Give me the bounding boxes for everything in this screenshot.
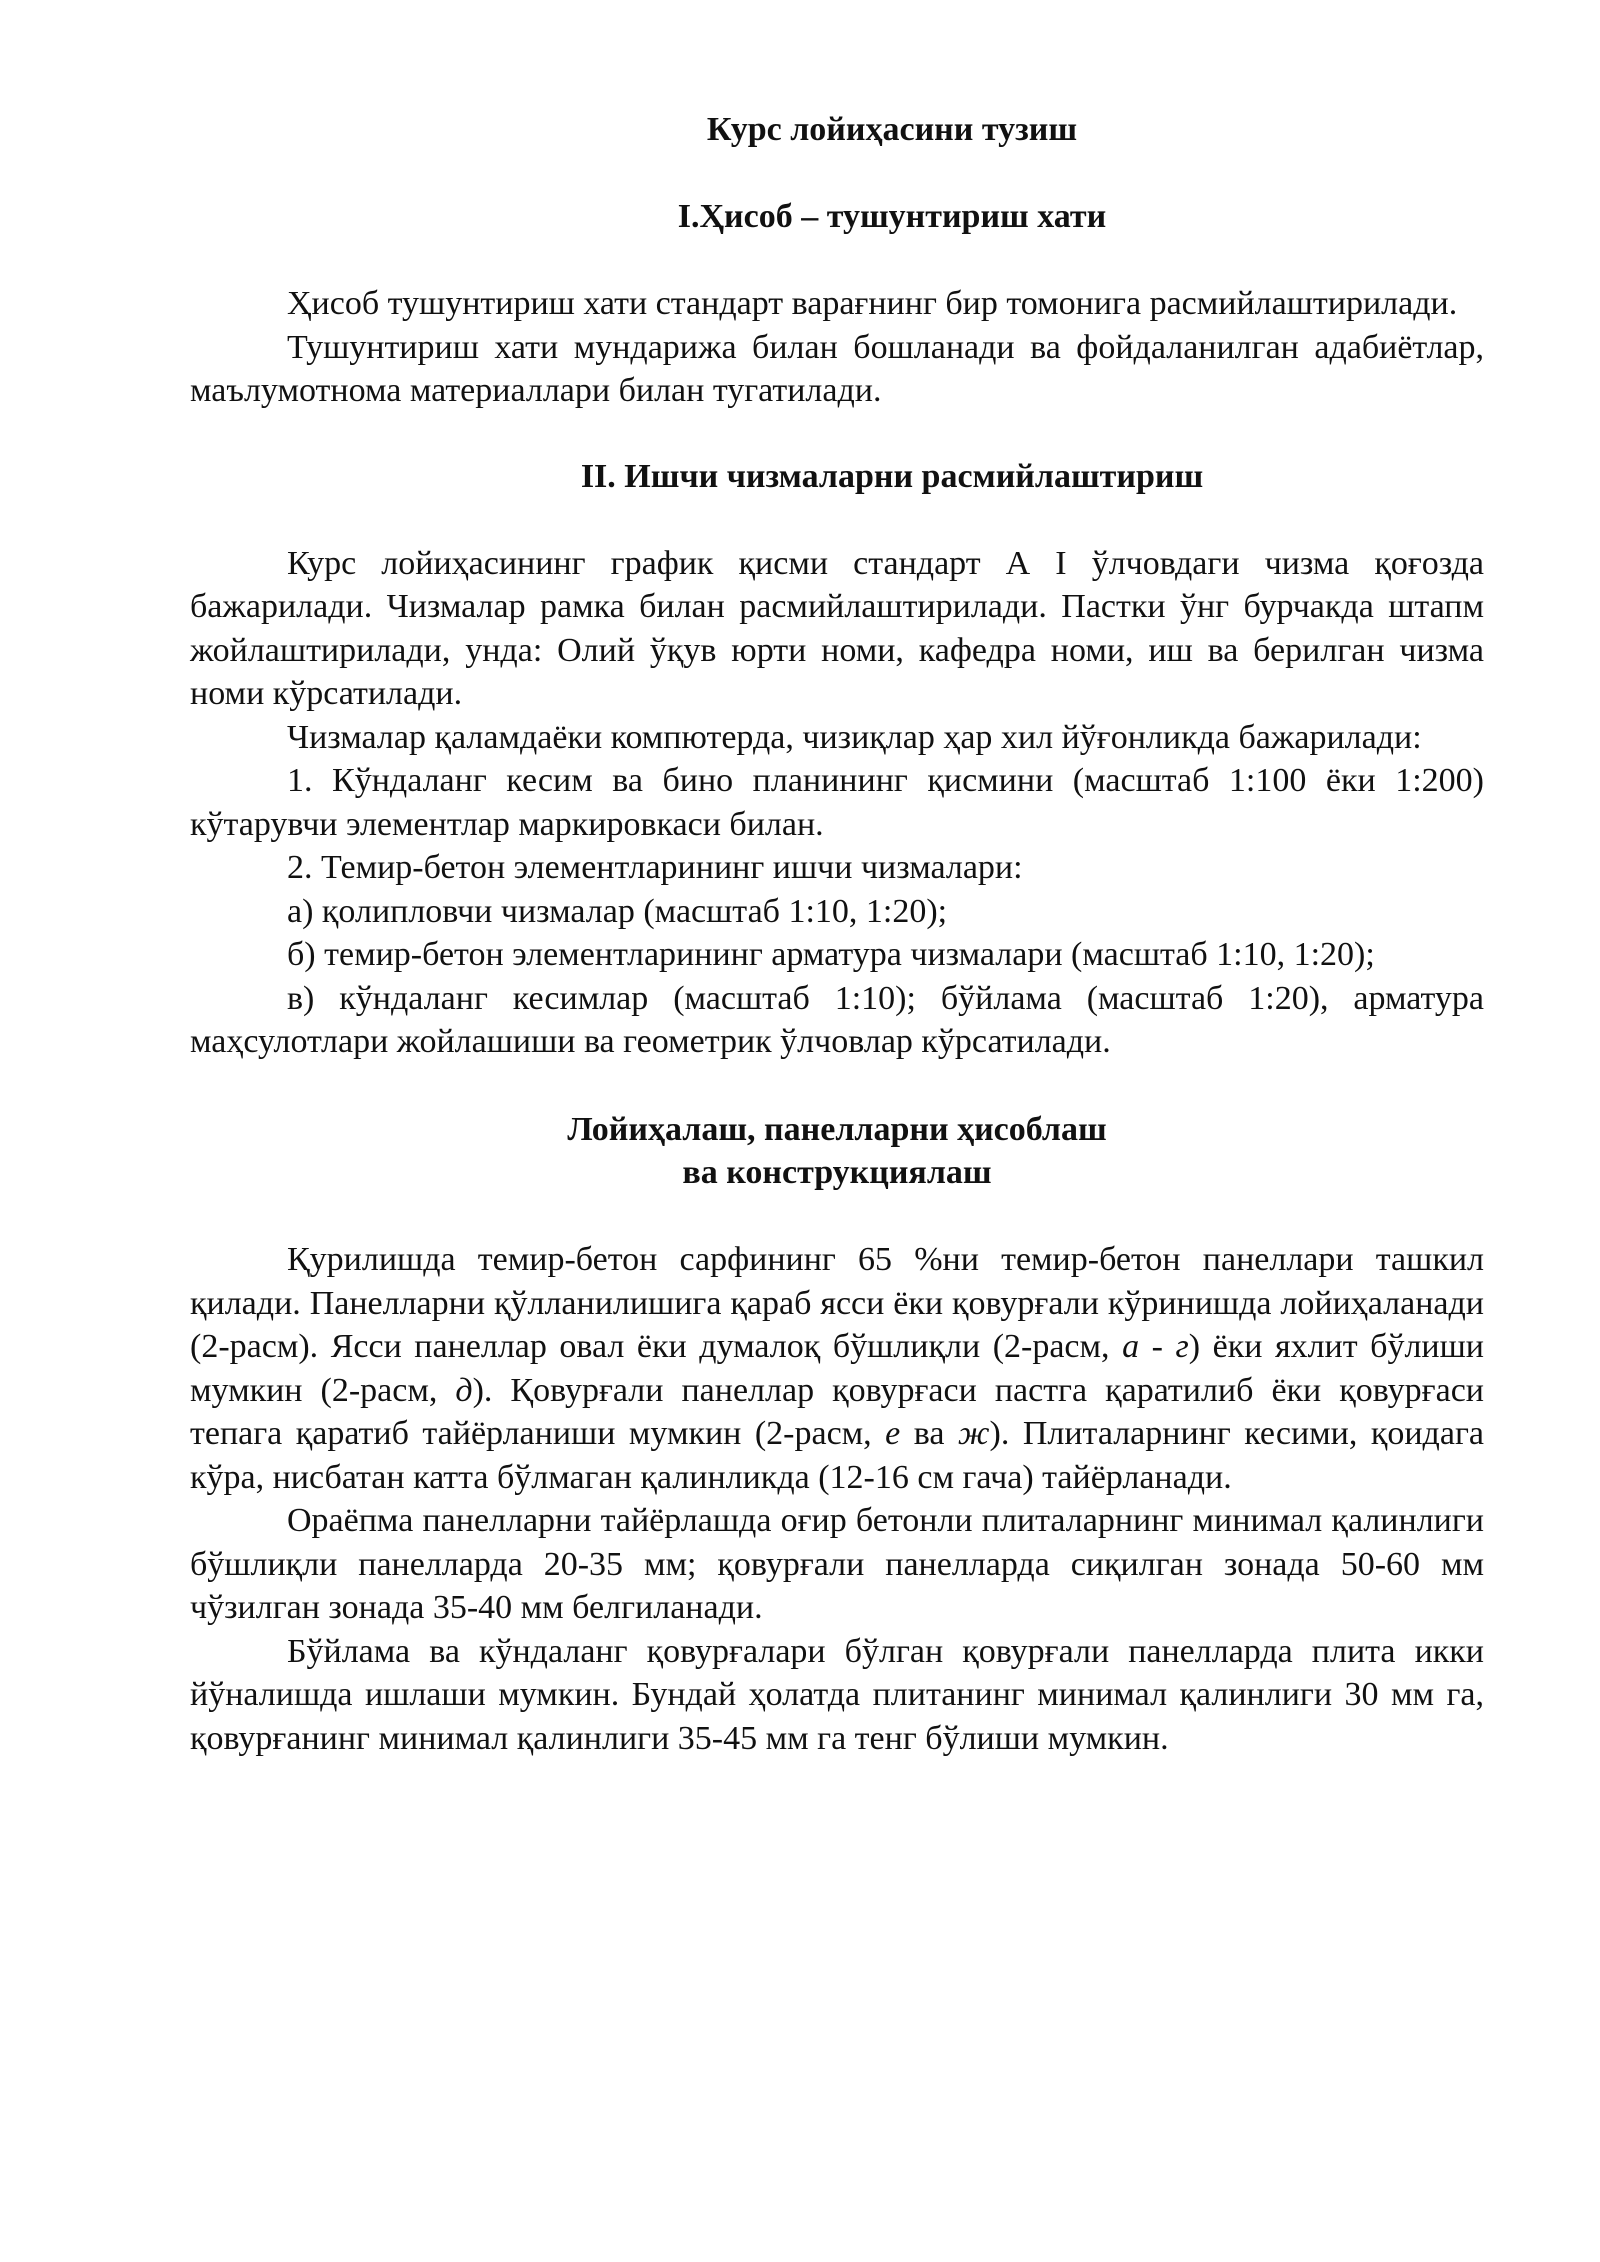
section3-paragraph-1-italic-2: д <box>455 1371 473 1409</box>
section3-heading-line-1: Лойиҳалаш, панелларни ҳисоблаш <box>567 1110 1107 1148</box>
section3-heading-line-2: ва конструкциялаш <box>682 1154 992 1191</box>
document-title: Курс лойиҳасини тузиш <box>706 111 1078 148</box>
section3-paragraph-1-text-a: Қурилишда темир-бетон сарфининг 65 %ни темир-бетон панеллари ташкил қилади. Панелларни қўлланилишига қараб ясси ёки қовурғали кўринишда лойиҳаланади (2-расм). Ясси панеллар овал ёки думалоқ бўшлиқли (2-расм, <box>190 1241 1484 1365</box>
section2-list-item-2: 2. Темир-бетон элементларининг ишчи чизмалари: <box>287 849 1023 886</box>
section3-paragraph-1-text-b: ) ёки яхлит бўлиши мумкин (2-расм, <box>190 1328 1484 1409</box>
section3-paragraph-1 <box>190 1238 1484 1499</box>
section3-paragraph-3: Бўйлама ва кўндаланг қовурғалари бўлган қовурғали панелларда плита икки йўналишда ишлаши мумкин. Бундай ҳолатда плитанинг минимал қалинлиги 30 мм га, қовурғанинг минимал қалинлиги 35-45 мм га тенг бўлиши мумкин. <box>190 1632 1484 1757</box>
section2-list-item-1: 1. Кўндаланг кесим ва бино планининг қисмини (масштаб 1:100 ёки 1:200) кўтарувчи элементлар маркировкаси билан. <box>190 762 1484 843</box>
document-page <box>190 108 1484 1760</box>
section3-paragraph-2: Ораёпма панелларни тайёрлашда оғир бетонли плиталарнинг минимал қалинлиги бўшлиқли панелларда 20-35 мм; қовурғали панелларда сиқилган зонада 50-60 мм чўзилган зонада 35-40 мм белгиланади. <box>190 1502 1484 1626</box>
section3-paragraph-1-text-c: ). Қовурғали панеллар қовурғаси пастга қаратилиб ёки қовурғаси тепага қаратиб тайёрланиши мумкин (2-расм, <box>190 1371 1484 1452</box>
section2-paragraph-2: Чизмалар қаламдаёки компютерда, чизиқлар ҳар хил йўғонликда бажарилади: <box>287 718 1422 756</box>
section2-list-item-2b: б) темир-бетон элементларининг арматура чизмалари (масштаб 1:10, 1:20); <box>287 936 1375 973</box>
section1-heading: I.Ҳисоб – тушунтириш хати <box>677 198 1107 235</box>
section2-heading: II. Ишчи чизмаларни расмийлаштириш <box>580 457 1204 495</box>
section3-paragraph-1-text-d: ва <box>900 1415 958 1452</box>
section1-paragraph-1: Ҳисоб тушунтириш хати стандарт варағнинг бир томонига расмийлаштирилади. <box>287 285 1458 322</box>
section3-paragraph-1-italic-1: а - г <box>1122 1328 1189 1365</box>
section2-list-item-2a: а) қолипловчи чизмалар (масштаб 1:10, 1:20); <box>287 892 948 930</box>
section3-paragraph-1-italic-3: е <box>885 1415 901 1452</box>
section3-paragraph-1-text-e: ). Плиталарнинг кесими, қоидага кўра, нисбатан катта бўлмаган қалинликда (12-16 см гача) тайёрланади. <box>190 1415 1484 1496</box>
section3-paragraph-1-italic-4: ж <box>957 1415 990 1452</box>
section1-paragraph-2: Тушунтириш хати мундарижа билан бошланади ва фойдаланилган адабиётлар, маълумотнома материаллари билан тугатилади. <box>190 328 1484 409</box>
section2-list-item-2c: в) кўндаланг кесимлар (масштаб 1:10); бўйлама (масштаб 1:20), арматура маҳсулотлари жойлашиши ва геометрик ўлчовлар кўрсатилади. <box>190 979 1484 1060</box>
section2-paragraph-1: Курс лойиҳасининг график қисми стандарт А I ўлчовдаги чизма қоғозда бажарилади. Чизмалар рамка билан расмийлаштирилади. Пастки ўнг бурчакда штапм жойлаштирилади, унда: Олий ўқув юрти номи, кафедра номи, иш ва берилган чизма номи кўрсатилади. <box>190 544 1484 712</box>
